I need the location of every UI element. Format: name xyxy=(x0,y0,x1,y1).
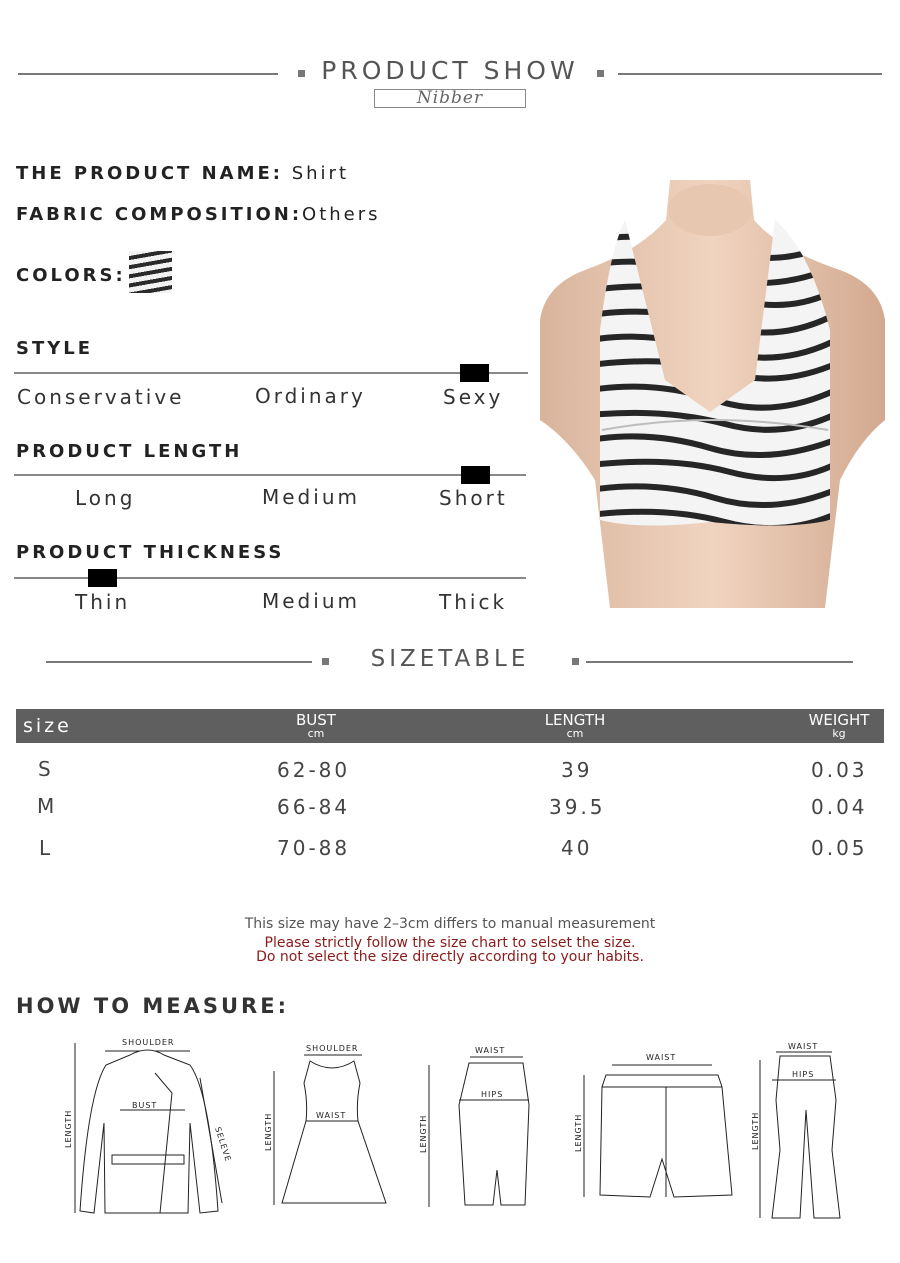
pants-length-label: LENGTH xyxy=(751,1111,760,1150)
shorts-length-label: LENGTH xyxy=(574,1113,583,1152)
length-option-medium[interactable]: Medium xyxy=(262,485,360,509)
shorts-diagram xyxy=(572,1047,752,1207)
how-to-measure-title: HOW TO MEASURE: xyxy=(16,994,289,1018)
skirt-waist-label: WAIST xyxy=(475,1046,506,1055)
row-s-size: S xyxy=(38,757,54,781)
product-photo xyxy=(540,180,885,608)
row-s-length: 39 xyxy=(561,758,593,782)
pants-diagram xyxy=(750,1040,860,1225)
row-m-weight: 0.04 xyxy=(811,795,868,819)
thickness-option-thick[interactable]: Thick xyxy=(439,590,508,614)
style-option-ordinary[interactable]: Ordinary xyxy=(255,384,366,408)
length-title: PRODUCT LENGTH xyxy=(16,441,243,462)
style-option-conservative[interactable]: Conservative xyxy=(17,385,185,409)
dress-waist-label: WAIST xyxy=(316,1111,347,1120)
colors-label: COLORS: xyxy=(16,265,126,286)
sizetable-title: SIZETABLE xyxy=(370,646,530,672)
length-scale-line xyxy=(14,474,526,476)
length-selected-marker xyxy=(461,466,490,484)
row-s-bust: 62-80 xyxy=(277,758,351,782)
length-option-long[interactable]: Long xyxy=(75,486,136,510)
jacket-bust-label: BUST xyxy=(132,1101,158,1110)
brand-logo: Nibber xyxy=(374,89,526,108)
note-habits: Do not select the size directly according to your habits. xyxy=(256,949,644,965)
skirt-length-label: LENGTH xyxy=(419,1114,428,1153)
fabric-row xyxy=(16,204,381,225)
thickness-option-medium[interactable]: Medium xyxy=(262,589,360,613)
dress-diagram xyxy=(262,1043,402,1213)
row-l-size: L xyxy=(39,836,54,860)
row-l-weight: 0.05 xyxy=(811,836,868,860)
note-measurement: This size may have 2–3cm differs to manual measurement xyxy=(244,916,656,932)
skirt-diagram xyxy=(415,1045,535,1215)
row-l-length: 40 xyxy=(561,836,593,860)
row-s-weight: 0.03 xyxy=(811,758,868,782)
style-selected-marker xyxy=(460,364,489,382)
thickness-selected-marker xyxy=(88,569,117,587)
product-name-row xyxy=(16,163,349,184)
pants-hips-label: HIPS xyxy=(792,1070,815,1079)
color-swatch-zebra[interactable] xyxy=(129,251,172,293)
product-name-label: THE PRODUCT NAME: xyxy=(16,163,283,184)
jacket-diagram xyxy=(60,1033,240,1223)
row-m-bust: 66-84 xyxy=(277,795,351,819)
jacket-shoulder-label: SHOULDER xyxy=(122,1038,175,1047)
colors-row xyxy=(16,265,126,286)
pants-waist-label: WAIST xyxy=(788,1042,819,1051)
th-size: size xyxy=(23,715,72,737)
row-m-length: 39.5 xyxy=(549,795,606,819)
style-scale-line xyxy=(14,372,528,374)
fabric-value: Others xyxy=(302,204,381,225)
dress-shoulder-label: SHOULDER xyxy=(306,1044,359,1053)
th-weight: WEIGHT kg xyxy=(808,711,870,740)
page-title: PRODUCT SHOW xyxy=(321,56,579,85)
th-bust: BUST cm xyxy=(296,711,336,740)
thickness-title: PRODUCT THICKNESS xyxy=(16,542,285,563)
product-name-value: Shirt xyxy=(291,163,350,184)
style-option-sexy[interactable]: Sexy xyxy=(443,385,504,409)
row-l-bust: 70-88 xyxy=(277,836,351,860)
table-header xyxy=(16,709,884,743)
skirt-hips-label: HIPS xyxy=(481,1090,504,1099)
dress-length-label: LENGTH xyxy=(264,1112,273,1151)
fabric-label: FABRIC COMPOSITION: xyxy=(16,204,303,225)
jacket-sleeve-label: SELEVE xyxy=(213,1125,233,1164)
thickness-option-thin[interactable]: Thin xyxy=(75,590,131,614)
jacket-length-label: LENGTH xyxy=(64,1109,73,1148)
shorts-waist-label: WAIST xyxy=(646,1053,677,1062)
th-length: LENGTH cm xyxy=(544,711,606,740)
row-m-size: M xyxy=(37,794,58,818)
length-option-short[interactable]: Short xyxy=(439,486,508,510)
note-follow-chart: Please strictly follow the size chart to selset the size. xyxy=(264,935,636,951)
style-title: STYLE xyxy=(16,338,94,359)
